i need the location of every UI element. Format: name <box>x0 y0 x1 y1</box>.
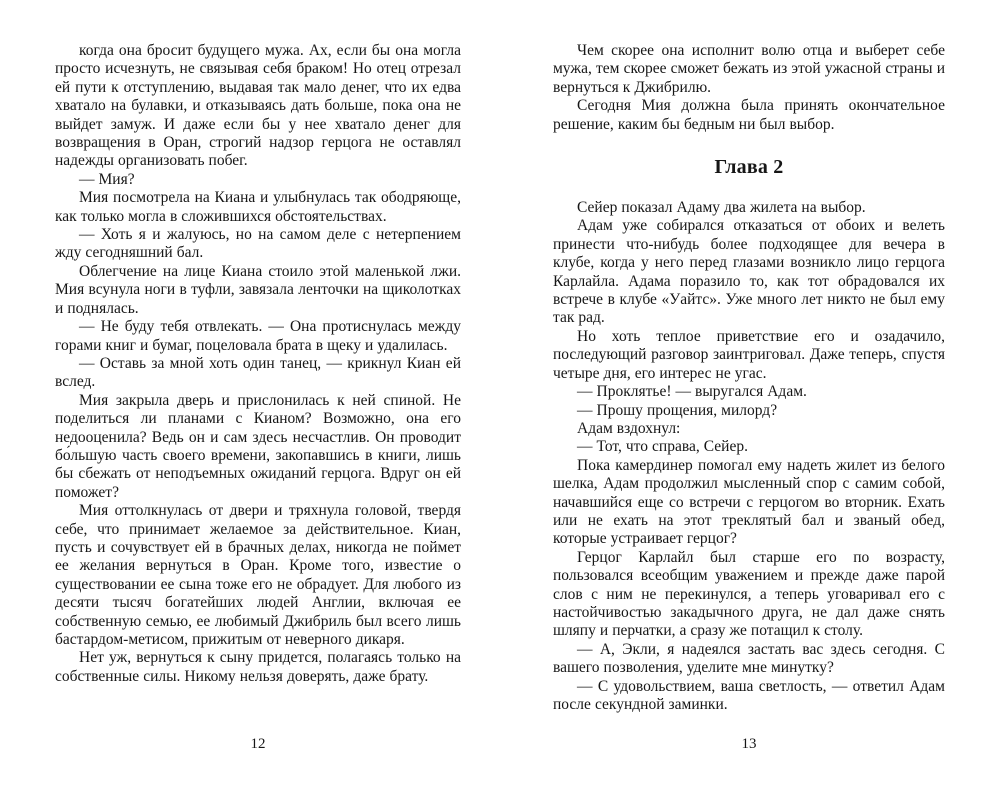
chapter-end-text <box>553 42 945 134</box>
paragraph: — С удовольствием, ваша светлость, — ответил Адам после секундной заминки. <box>553 677 945 713</box>
paragraph: Чем скорее она исполнит волю отца и выберет себе мужа, тем скорее сможет бежать из этой ужасной страны и вернуться к Джибрилю. <box>553 42 945 96</box>
paragraph: — Не буду тебя отвлекать. — Она протиснулась между горами книг и бумаг, поцеловала брата в щеку и удалилась. <box>55 318 461 354</box>
paragraph: Но хоть теплое приветствие его и озадачило, последующий разговор заинтриговал. Даже теперь, спустя четыре дня, его интерес не угас. <box>553 327 945 382</box>
chapter-body-text <box>553 199 945 714</box>
paragraph: Адам вздохнул: <box>577 419 681 437</box>
chapter-heading: Глава 2 <box>714 156 784 179</box>
paragraph: Мия закрыла дверь и прислонилась к ней спиной. Не поделиться ли планами с Кианом? Возможно, она его недооценила? Ведь он и сам здесь несчастлив. Он проводит бо́льшую часть своего времени, закопавшись в книги, лишь бы сбежать от неподъемных ожиданий герцога. Вдруг он ей поможет? <box>55 391 461 501</box>
paragraph: — Оставь за мной хоть один танец, — крикнул Киан ей вслед. <box>55 354 461 391</box>
paragraph: Адам уже собирался отказаться от обоих и велеть принести что-нибудь более подходящее для вечера в клубе, когда у него перед глазами возникло лицо герцога Карлайла. Адама поразило то, как тот обрадовался их встрече в клубе «Уайтс». Уже много лет никто не был ему так рад. <box>553 217 945 327</box>
right-page-number: 13 <box>741 736 757 752</box>
paragraph: Мия посмотрела на Киана и улыбнулась так ободряюще, как только могла в сложившихся обстоятельствах. <box>55 189 461 225</box>
right-page <box>553 42 945 714</box>
left-page-text <box>55 42 461 686</box>
paragraph: Сейер показал Адаму два жилета на выбор. <box>577 199 866 217</box>
paragraph: — Мия? <box>79 170 135 188</box>
paragraph: Герцог Карлайл был старше его по возрасту, пользовался всеобщим уважением и прежде даже парой слов с ним не перекинулся, а теперь уговаривал его с настойчивостью закадычного друга, не дал даже снять шляпу и перчатки, а сразу же потащил к столу. <box>553 548 945 640</box>
paragraph: когда она бросит будущего мужа. Ах, если бы она могла просто исчезнуть, не связывая себя браком! Но отец отрезал ей пути к отступлению, выдавая так мало денег, что их едва хватало на булавки, и отказываясь дать больше, пока она не выйдет замуж. И даже если бы у нее хватало денег для возвращения в Оран, строгий надзор герцога не оставлял надежды организовать побег. <box>55 42 461 170</box>
paragraph: Облегчение на лице Киана стоило этой маленькой лжи. Мия всунула ноги в туфли, завязала ленточки на щиколотках и поднялась. <box>55 262 461 317</box>
right-page-text <box>553 42 945 714</box>
paragraph: Нет уж, вернуться к сыну придется, полагаясь только на собственные силы. Никому нельзя доверять, даже брату. <box>55 649 461 685</box>
paragraph: Пока камердинер помогал ему надеть жилет из белого шелка, Адам продолжил мысленный спор с самим собой, начавшийся еще со встречи с герцогом во вторник. Ехать или не ехать на этот треклятый бал и званый обед, которые устраивает герцог? <box>553 456 945 548</box>
paragraph: — Проклятье! — выругался Адам. <box>577 383 807 401</box>
paragraph: Сегодня Мия должна была принять окончательное решение, каким бы бедным ни был выбор. <box>553 97 945 133</box>
paragraph: — Прошу прощения, милорд? <box>577 401 778 419</box>
paragraph: — Хоть я и жалуюсь, но на самом деле с нетерпением жду сегодняшний бал. <box>55 226 461 262</box>
left-page-number: 12 <box>250 736 266 752</box>
paragraph: — А, Экли, я надеялся застать вас здесь сегодня. С вашего позволения, уделите мне минутку? <box>553 640 945 677</box>
left-page <box>55 42 461 686</box>
paragraph: — Тот, что справа, Сейер. <box>577 438 748 456</box>
paragraph: Мия оттолкнулась от двери и тряхнула головой, твердя себе, что принимает желаемое за действительное. Киан, пусть и сочувствует ей в брачных делах, никогда не поймет ее желания вернуться в Оран. Кроме того, известие о существовании ее сына тоже его не обрадует. Для любого из десяти тысяч богатейших людей Англии, включая ее собственную семью, ее любимый Джибриль был всего лишь бастардом-метисом, прижитым от неверного дикаря. <box>55 502 461 648</box>
